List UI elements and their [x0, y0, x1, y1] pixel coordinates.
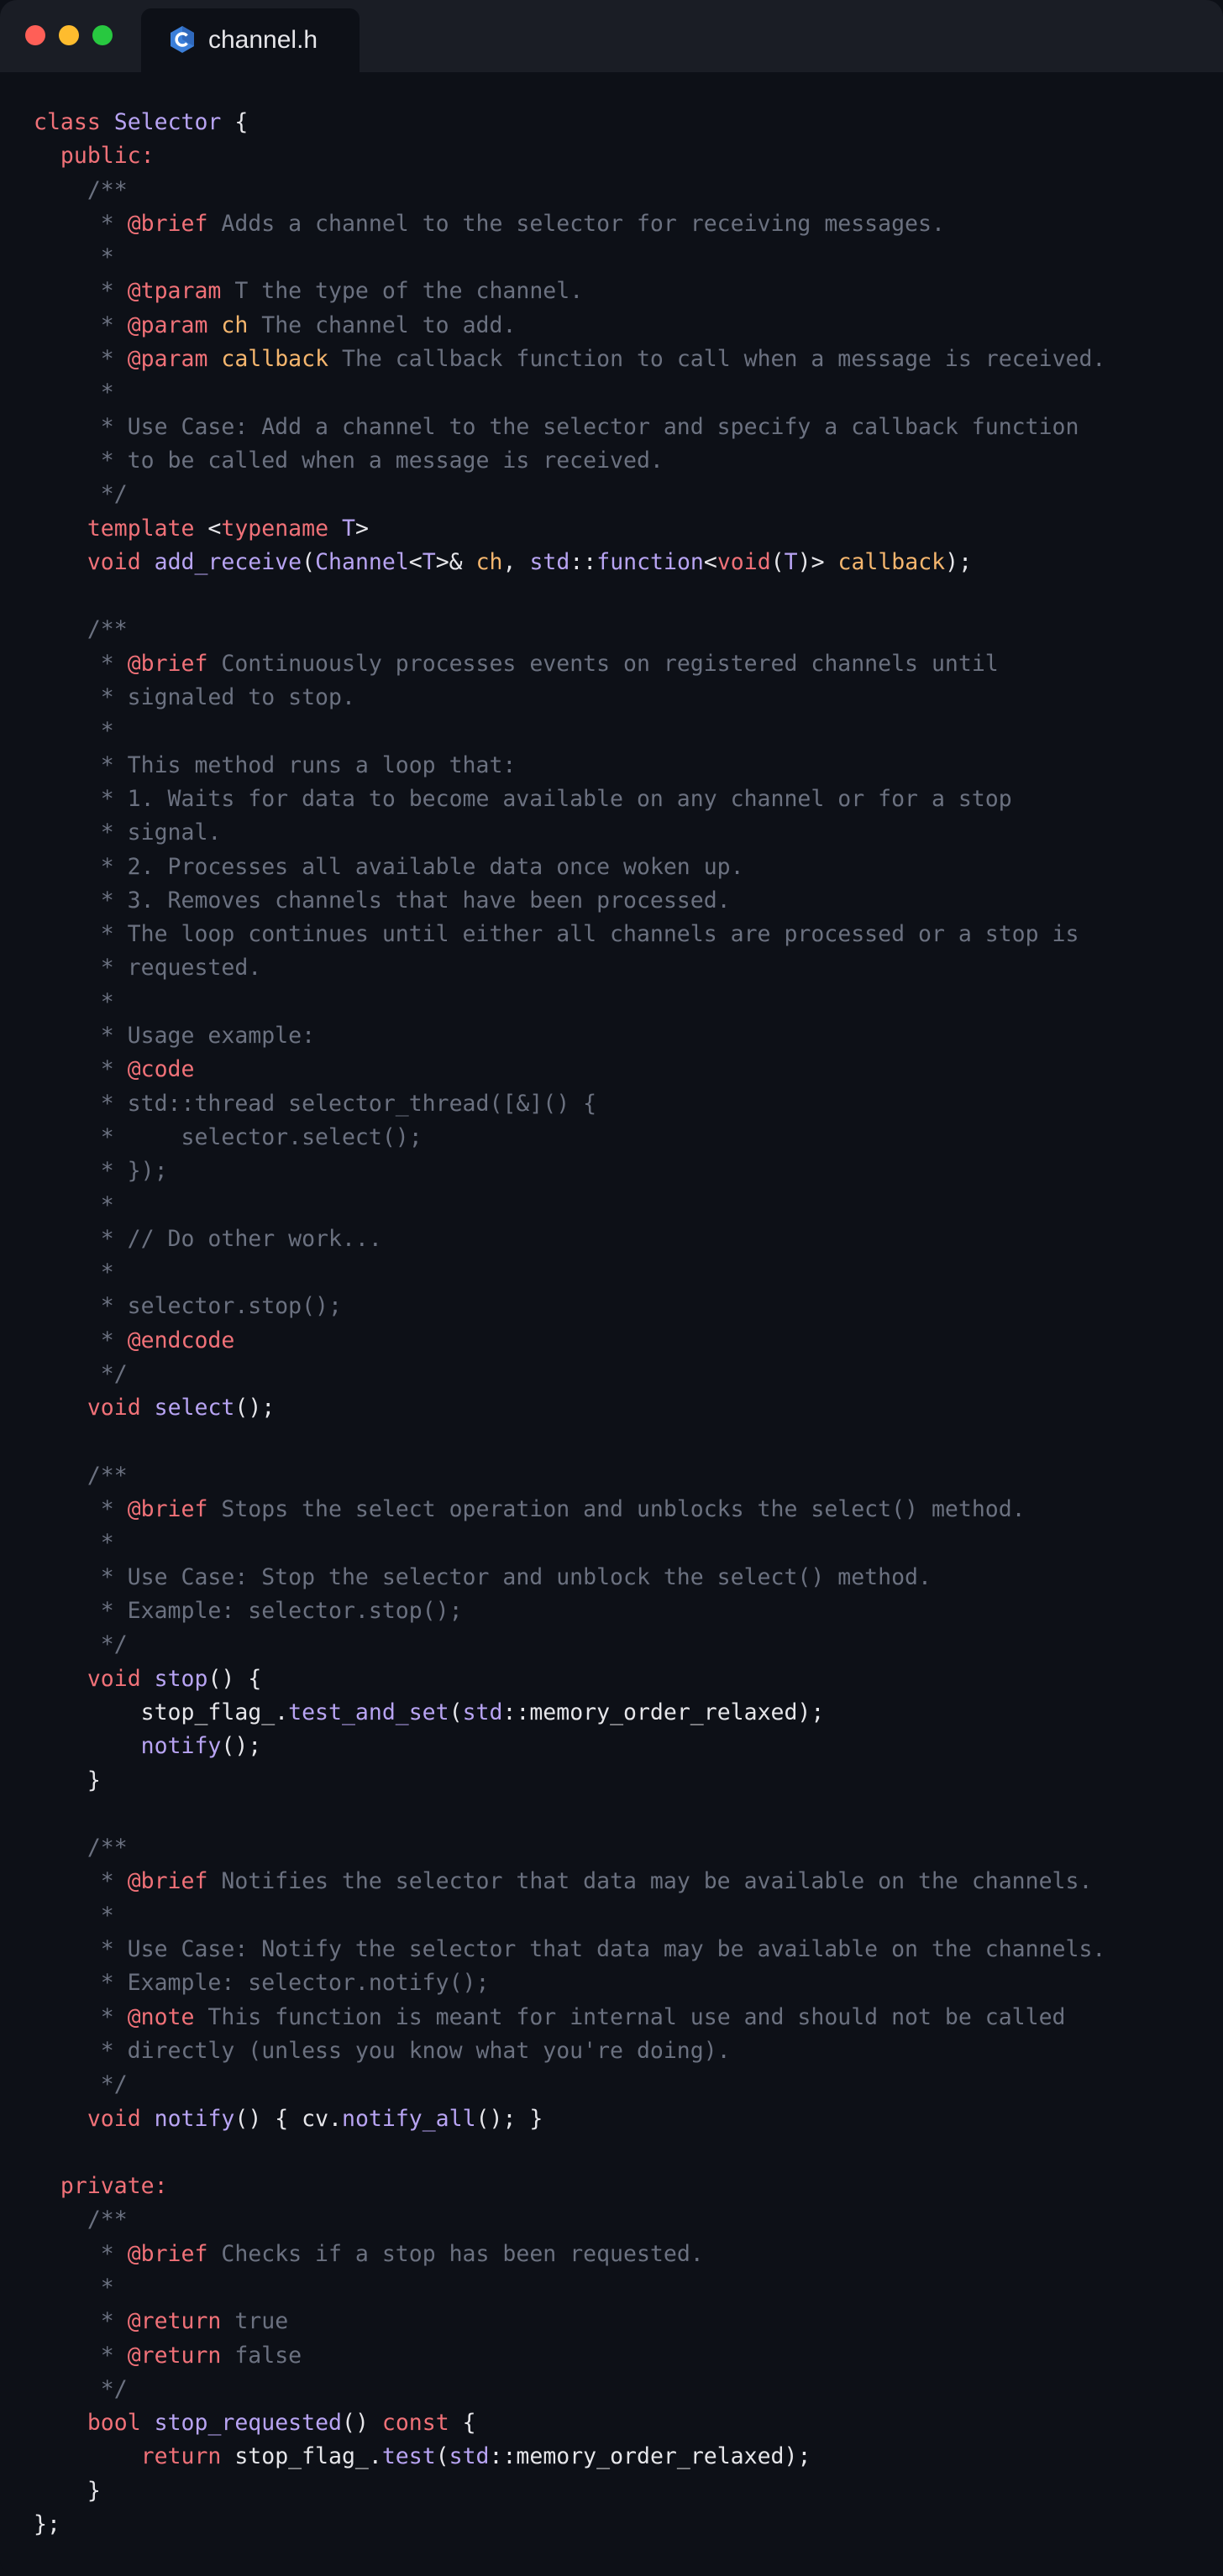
doc-tag-token: @brief	[127, 2240, 208, 2267]
type-token: T	[422, 548, 436, 575]
comment-token: *	[34, 244, 114, 271]
function-token: add_receive	[154, 548, 302, 575]
code-line	[34, 2406, 1105, 2440]
comment-token: * Use Case: Stop the selector and unblock the select() method.	[34, 1563, 932, 1590]
code-token: }	[34, 2477, 101, 2504]
code-token: stop_flag_.	[221, 2443, 382, 2470]
comment-token: *	[34, 2342, 128, 2369]
comment-token: */	[34, 2375, 128, 2402]
code-line	[34, 1189, 1105, 1223]
code-line	[34, 681, 1105, 715]
comment-token: *	[34, 1191, 114, 1218]
code-line	[34, 2170, 1105, 2203]
code-line	[34, 986, 1105, 1019]
doc-tag-token: @return	[127, 2308, 222, 2335]
comment-token: *	[34, 1496, 128, 1523]
function-token: notify	[154, 2105, 235, 2132]
code-line	[34, 2474, 1105, 2508]
code-line	[34, 1730, 1105, 1763]
comment-token: * 3. Removes channels that have been processed.	[34, 887, 731, 914]
code-line	[34, 1053, 1105, 1086]
code-token: {	[449, 2410, 476, 2437]
comment-token: * });	[34, 1158, 168, 1185]
comment-token: */	[34, 481, 128, 508]
code-token: ()	[342, 2410, 382, 2437]
code-line	[34, 1696, 1105, 1730]
code-line	[34, 1358, 1105, 1391]
comment-token: *	[34, 2308, 128, 2335]
code-editor[interactable]	[34, 106, 1105, 2542]
comment-token: * The loop continues until either all channels are processed or a stop is	[34, 921, 1079, 948]
comment-token: * to be called when a message is received.	[34, 447, 664, 474]
code-line	[34, 2102, 1105, 2136]
code-line	[34, 2034, 1105, 2068]
comment-token: /**	[34, 616, 128, 643]
comment-token: *	[34, 1902, 114, 1929]
comment-token: * Example: selector.stop();	[34, 1598, 463, 1625]
code-token: ::memory_order_relaxed);	[502, 1699, 825, 1725]
function-token: stop	[154, 1665, 208, 1692]
comment-token: *	[34, 278, 128, 305]
code-line	[34, 715, 1105, 748]
comment-token: * Use Case: Notify the selector that data may be available on the channels.	[34, 1936, 1106, 1963]
code-line	[34, 241, 1105, 275]
comment-token: */	[34, 1631, 128, 1658]
keyword-token: public:	[34, 143, 155, 170]
comment-token: * 2. Processes all available data once woken up.	[34, 853, 744, 880]
function-token: select	[154, 1395, 235, 1422]
code-line	[34, 2203, 1105, 2237]
code-token: >	[354, 515, 369, 542]
comment-token: */	[34, 1360, 128, 1387]
file-tab[interactable]	[141, 8, 360, 72]
code-line	[34, 613, 1105, 647]
code-token	[34, 2106, 87, 2132]
code-token	[207, 346, 221, 372]
code-line	[34, 139, 1105, 173]
code-token: ();	[234, 1395, 276, 1422]
code-line	[34, 275, 1105, 308]
comment-token: *	[34, 1868, 128, 1895]
comment-token: * Example: selector.notify();	[34, 1970, 490, 1997]
function-token: stop_requested	[154, 2410, 342, 2437]
code-line	[34, 207, 1105, 241]
comment-token: *	[34, 1327, 128, 1353]
code-line	[34, 2508, 1105, 2542]
comment-token: *	[34, 2003, 128, 2030]
param-token: ch	[475, 548, 503, 575]
comment-token: Checks if a stop has been requested.	[207, 2240, 704, 2267]
keyword-token: return	[140, 2443, 222, 2470]
comment-token: *	[34, 312, 128, 338]
code-token: }	[34, 1767, 101, 1793]
code-line	[34, 918, 1105, 951]
code-line	[34, 2373, 1105, 2406]
code-line	[34, 1087, 1105, 1121]
comment-token: Continuously processes events on registered channels until	[207, 650, 999, 677]
code-line	[34, 411, 1105, 444]
code-line	[34, 1966, 1105, 2000]
comment-token: *	[34, 650, 128, 677]
comment-token: * Use Case: Add a channel to the selector and specify a callback function	[34, 413, 1079, 440]
code-line	[34, 851, 1105, 884]
doc-tag-token: @param	[127, 346, 208, 373]
comment-token: /**	[34, 1835, 128, 1861]
code-line	[34, 343, 1105, 376]
maximize-window-button[interactable]	[92, 25, 113, 45]
type-token: T	[784, 548, 798, 575]
comment-token: The callback function to call when a message is received.	[328, 346, 1106, 373]
doc-tag-token: @return	[127, 2342, 222, 2369]
comment-token: *	[34, 346, 128, 373]
code-line	[34, 1798, 1105, 1831]
code-line	[34, 1256, 1105, 1290]
code-line	[34, 1324, 1105, 1358]
comment-token: *	[34, 210, 128, 237]
function-token: notify	[140, 1733, 222, 1760]
code-line	[34, 1526, 1105, 1560]
keyword-token: bool	[87, 2410, 141, 2437]
comment-token: /**	[34, 1462, 128, 1489]
code-line	[34, 1019, 1105, 1053]
keyword-token: const	[381, 2410, 449, 2437]
comment-token: *	[34, 1056, 128, 1083]
code-line	[34, 1154, 1105, 1188]
code-token	[34, 1733, 141, 1759]
doc-tag-token: @brief	[127, 1496, 208, 1523]
comment-token: * selector.select();	[34, 1123, 423, 1150]
code-line	[34, 309, 1105, 343]
code-token: <	[703, 548, 717, 575]
keyword-token: template	[87, 515, 195, 542]
code-token: {	[221, 109, 249, 135]
doc-tag-token: @brief	[127, 210, 208, 237]
comment-token: Stops the select operation and unblocks the select() method.	[207, 1496, 1026, 1523]
code-line	[34, 2305, 1105, 2338]
type-token: T	[342, 515, 355, 542]
code-line	[34, 2136, 1105, 2170]
type-token: Selector	[113, 109, 222, 135]
param-token: callback	[221, 346, 329, 373]
code-token: )>	[797, 548, 838, 575]
code-token	[34, 549, 87, 575]
code-token: ();	[221, 1733, 262, 1760]
comment-token: * requested.	[34, 955, 262, 982]
keyword-token: private:	[34, 2173, 168, 2200]
doc-tag-token: @brief	[127, 1868, 208, 1895]
code-line	[34, 1561, 1105, 1594]
code-line	[34, 546, 1105, 579]
code-line	[34, 444, 1105, 478]
code-line	[34, 2001, 1105, 2034]
code-token	[34, 2410, 87, 2436]
comment-token: false	[221, 2342, 302, 2369]
code-line	[34, 2339, 1105, 2373]
title-bar	[0, 0, 1223, 72]
code-line	[34, 1223, 1105, 1256]
code-line	[34, 2238, 1105, 2271]
code-line	[34, 1933, 1105, 1966]
code-line	[34, 2068, 1105, 2102]
code-line	[34, 1426, 1105, 1459]
function-token: test	[381, 2443, 436, 2470]
param-token: callback	[837, 548, 946, 575]
code-token: () {	[207, 1665, 262, 1692]
code-line	[34, 1865, 1105, 1898]
type-token: function	[596, 548, 704, 575]
comment-token: *	[34, 988, 114, 1015]
code-line	[34, 884, 1105, 918]
code-line	[34, 749, 1105, 783]
code-line	[34, 1459, 1105, 1493]
keyword-token: typename	[221, 515, 329, 542]
code-line	[34, 2271, 1105, 2305]
code-token: (	[449, 1699, 463, 1725]
function-token: test_and_set	[288, 1699, 449, 1725]
code-token	[207, 312, 221, 338]
code-token: ::	[570, 548, 597, 575]
code-token	[141, 1395, 155, 1421]
code-token: (	[302, 548, 316, 575]
code-token: ::memory_order_relaxed);	[489, 2443, 811, 2470]
keyword-token: void	[716, 548, 771, 575]
code-line	[34, 1290, 1105, 1323]
code-token	[141, 2410, 155, 2436]
code-line	[34, 579, 1105, 613]
comment-token: The channel to add.	[248, 312, 517, 338]
code-line	[34, 1121, 1105, 1154]
comment-token: *	[34, 2240, 128, 2267]
code-line	[34, 1764, 1105, 1798]
comment-token: *	[34, 380, 114, 406]
code-token	[34, 1395, 87, 1421]
code-token	[34, 516, 87, 542]
code-token: };	[34, 2511, 60, 2538]
type-token: std	[449, 2443, 490, 2470]
tab-title: channel.h	[208, 26, 318, 54]
comment-token: T the type of the channel.	[221, 278, 584, 305]
code-line	[34, 816, 1105, 850]
comment-token: /**	[34, 2207, 128, 2233]
function-token: notify_all	[342, 2105, 476, 2132]
comment-token: * selector.stop();	[34, 1293, 342, 1320]
comment-token: Adds a channel to the selector for receiving messages.	[207, 210, 945, 237]
code-token: <	[408, 548, 423, 575]
code-token: (	[770, 548, 785, 575]
comment-token: * This method runs a loop that:	[34, 751, 517, 778]
code-line	[34, 174, 1105, 207]
code-line	[34, 106, 1105, 139]
comment-token: *	[34, 2275, 114, 2301]
code-line	[34, 1493, 1105, 1526]
code-line	[34, 1391, 1105, 1425]
keyword-token: void	[87, 1395, 141, 1422]
comment-token: *	[34, 1530, 114, 1557]
code-token: <	[194, 515, 222, 542]
comment-token: This function is meant for internal use and should not be called	[194, 2003, 1066, 2030]
code-line	[34, 951, 1105, 985]
minimize-window-button[interactable]	[59, 25, 79, 45]
code-token	[141, 1666, 155, 1692]
code-token: (	[435, 2443, 449, 2470]
code-line	[34, 783, 1105, 816]
code-line	[34, 2440, 1105, 2474]
keyword-token: class	[34, 109, 101, 135]
comment-token: * signal.	[34, 819, 222, 846]
type-token: std	[529, 548, 570, 575]
comment-token: * signaled to stop.	[34, 684, 355, 711]
code-line	[34, 376, 1105, 410]
code-token: () { cv.	[234, 2105, 342, 2132]
code-token	[34, 2443, 141, 2469]
comment-token: * 1. Waits for data to become available on any channel or for a stop	[34, 785, 1012, 812]
code-line	[34, 1594, 1105, 1628]
comment-token: */	[34, 2071, 128, 2098]
code-token	[34, 1666, 87, 1692]
keyword-token: void	[87, 2105, 141, 2132]
doc-tag-token: @param	[127, 312, 208, 338]
code-line	[34, 647, 1105, 681]
code-token	[141, 549, 155, 575]
comment-token: *	[34, 1259, 114, 1286]
comment-token: * std::thread selector_thread([&]() {	[34, 1090, 597, 1117]
doc-tag-token: @note	[127, 2003, 195, 2030]
code-line	[34, 512, 1105, 546]
code-token: (); }	[475, 2105, 543, 2132]
comment-token: * Usage example:	[34, 1023, 316, 1050]
keyword-token: void	[87, 1665, 141, 1692]
keyword-token: void	[87, 548, 141, 575]
code-line	[34, 1831, 1105, 1865]
code-token	[101, 109, 114, 135]
code-token	[328, 516, 342, 542]
comment-token: * directly (unless you know what you're doing).	[34, 2037, 731, 2064]
comment-token: *	[34, 718, 114, 745]
code-line	[34, 1899, 1105, 1933]
c-language-icon	[168, 25, 197, 54]
type-token: std	[462, 1699, 503, 1725]
type-token: Channel	[315, 548, 409, 575]
comment-token: true	[221, 2308, 289, 2335]
code-token: ,	[502, 548, 530, 575]
comment-token: Notifies the selector that data may be available on the channels.	[207, 1868, 1093, 1895]
doc-tag-token: @endcode	[127, 1327, 235, 1353]
code-token: );	[945, 548, 973, 575]
code-token: stop_flag_.	[34, 1699, 289, 1725]
doc-tag-token: @tparam	[127, 278, 222, 305]
code-token: >&	[435, 548, 476, 575]
comment-token: * // Do other work...	[34, 1225, 382, 1252]
param-token: ch	[221, 312, 249, 338]
code-line	[34, 478, 1105, 511]
close-window-button[interactable]	[25, 25, 45, 45]
code-line	[34, 1662, 1105, 1696]
doc-tag-token: @code	[127, 1056, 195, 1083]
code-line	[34, 1628, 1105, 1662]
doc-tag-token: @brief	[127, 650, 208, 677]
comment-token: /**	[34, 176, 128, 203]
code-token	[141, 2106, 155, 2132]
